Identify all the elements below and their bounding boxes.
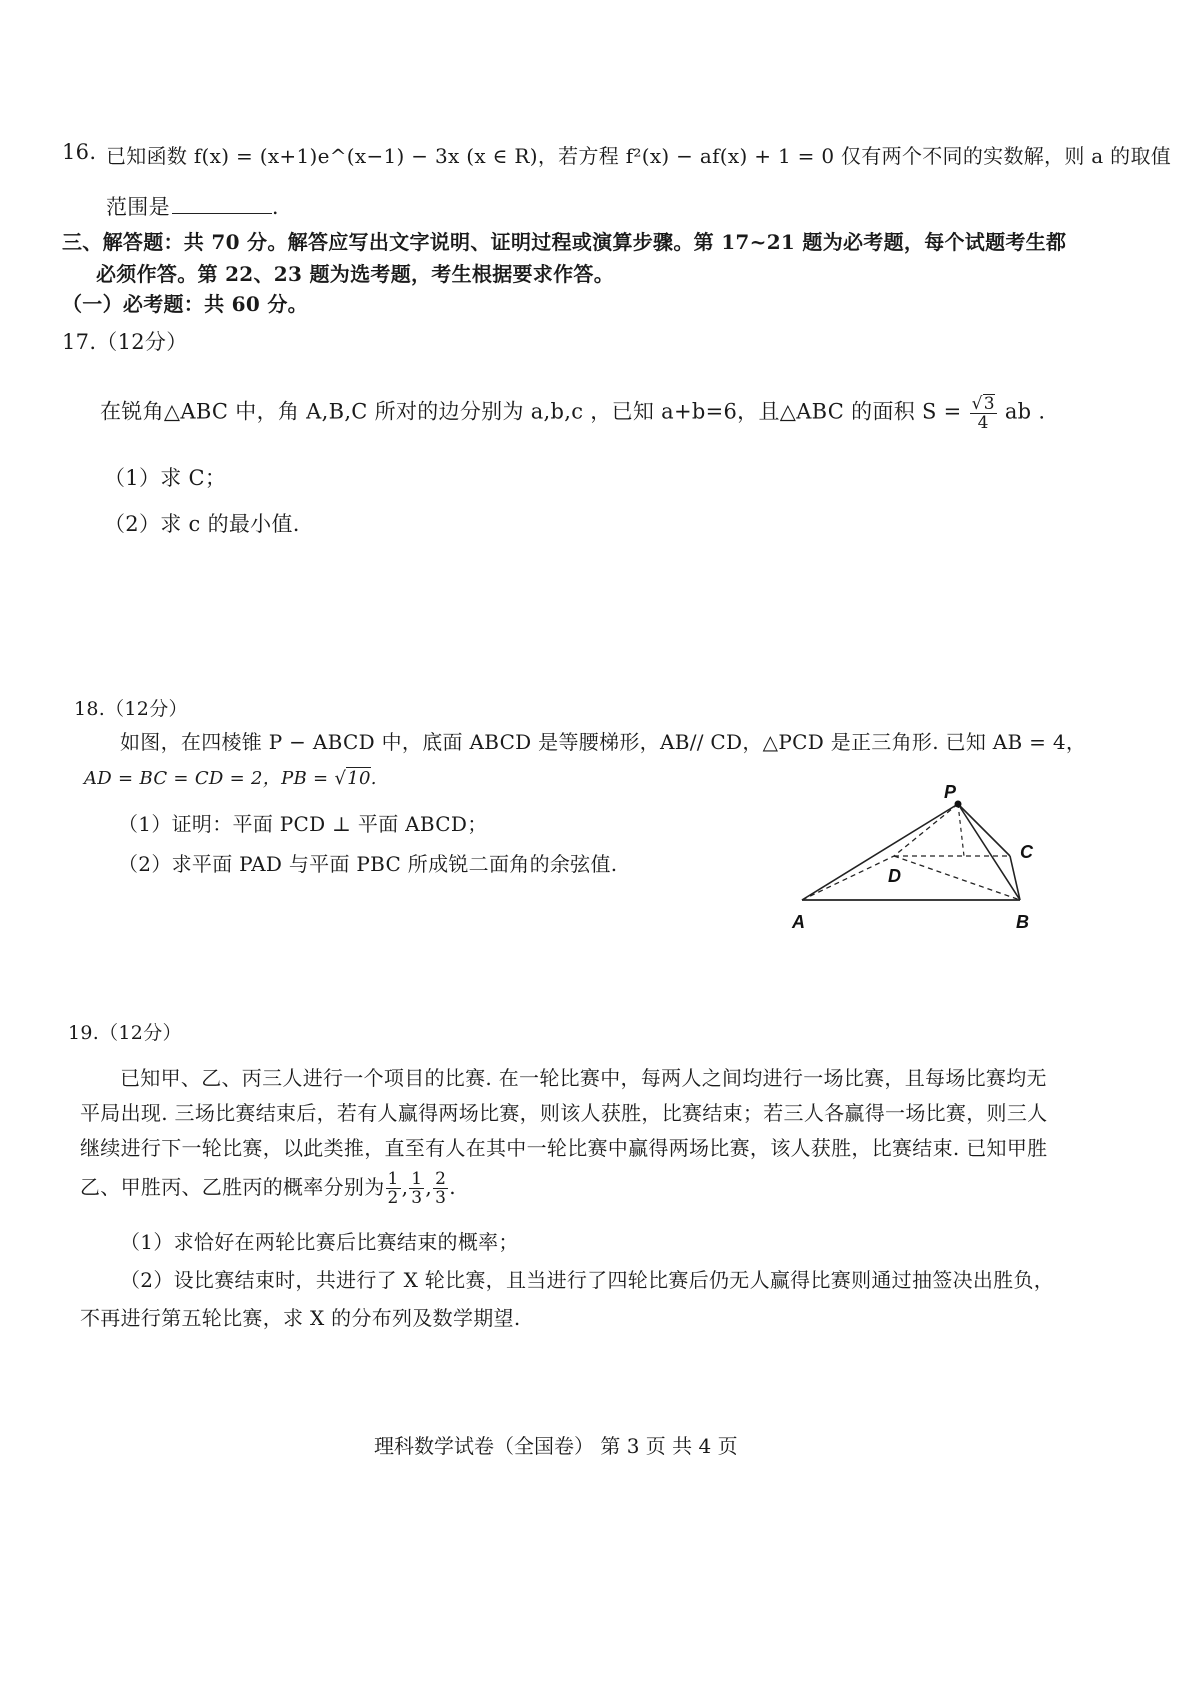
edge-DB xyxy=(894,856,1020,900)
q18-sqrt: 10 xyxy=(347,768,371,789)
q19-line1: 已知甲、乙、丙三人进行一个项目的比赛. 在一轮比赛中，每两人之间均进行一场比赛，且每场比赛均无 xyxy=(120,1066,1047,1090)
q16-answer-blank xyxy=(172,195,272,214)
q18-line2-a: AD = BC = CD = 2，PB = xyxy=(84,768,329,789)
edge-PD xyxy=(894,804,958,856)
q19-line3: 继续进行下一轮比赛，以此类推，直至有人在其中一轮比赛中赢得两场比赛，该人获胜，比赛结束. 已知甲胜 xyxy=(80,1136,1048,1160)
q19-line4-b: . xyxy=(449,1175,456,1199)
q16-range-prefix: 范围是 xyxy=(106,195,170,219)
label-C: C xyxy=(1020,842,1033,862)
q19-line2: 平局出现. 三场比赛结束后，若有人赢得两场比赛，则该人获胜，比赛结束；若三人各赢得一场比赛，则三人 xyxy=(80,1101,1048,1125)
pyramid-figure xyxy=(780,768,1070,948)
q17-stem-a: 在锐角△ABC 中，角 A,B,C 所对的边分别为 a,b,c ，已知 a+b=6，且△ABC 的面积 S = xyxy=(100,399,962,424)
prob-frac-2 xyxy=(409,1170,424,1207)
q18-header: 18.（12分） xyxy=(74,698,188,720)
q17-area-fraction: $\frac{√3}{4}$ xyxy=(971,394,995,433)
q17-header: 17.（12分） xyxy=(62,330,188,354)
q17-part1: （1）求 C； xyxy=(104,466,227,490)
prob-frac-2-num: 1 xyxy=(411,1169,423,1189)
q17-stem-b: ab . xyxy=(1004,399,1046,424)
label-P: P xyxy=(944,782,957,802)
q16-number: 16. xyxy=(62,140,97,164)
edge-AD xyxy=(802,856,894,900)
label-B: B xyxy=(1016,912,1029,932)
section3-line2: 必须作答。第 22、23 题为选考题，考生根据要求作答。 xyxy=(96,262,614,286)
q18-line2-b: . xyxy=(370,768,377,789)
q19-header: 19.（12分） xyxy=(68,1022,182,1044)
prob-frac-2-den: 3 xyxy=(411,1188,423,1208)
edge-PB xyxy=(958,804,1020,900)
q17-stem xyxy=(100,394,1045,432)
q17-part2: （2）求 c 的最小值. xyxy=(104,512,300,536)
q18-stem-line2: AD = BC = CD = 2，PB = √10. xyxy=(84,768,377,789)
prob-frac-3-den: 3 xyxy=(435,1188,447,1208)
q19-part2-b: 不再进行第五轮比赛，求 X 的分布列及数学期望. xyxy=(80,1306,521,1330)
prob-frac-1 xyxy=(386,1170,401,1207)
edge-PA xyxy=(802,804,958,900)
q16-range-suffix: . xyxy=(271,195,279,219)
q19-part2-a: （2）设比赛结束时，共进行了 X 轮比赛，且当进行了四轮比赛后仍无人赢得比赛则通过抽签决出胜负， xyxy=(120,1268,1055,1292)
q17-frac-num: 3 xyxy=(983,394,995,414)
section3-line1: 三、解答题：共 70 分。解答应写出文字说明、证明过程或演算步骤。第 17~21 题为必考题，每个试题考生都 xyxy=(62,230,1067,254)
section3-sub: （一）必考题：共 60 分。 xyxy=(62,292,308,316)
label-D: D xyxy=(888,866,901,886)
q18-stem-line1: 如图，在四棱锥 P − ABCD 中，底面 ABCD 是等腰梯形，AB// CD，△PCD 是正三角形. 已知 AB = 4， xyxy=(120,730,1087,754)
q16-range xyxy=(106,191,279,221)
prob-frac-3 xyxy=(433,1170,448,1207)
prob-frac-1-num: 1 xyxy=(387,1169,399,1189)
q18-part2: （2）求平面 PAD 与平面 PBC 所成锐二面角的余弦值. xyxy=(118,852,618,876)
q19-line4-a: 乙、甲胜丙、乙胜丙的概率分别为 xyxy=(80,1175,385,1199)
q19-line4: 乙、甲胜丙、乙胜丙的概率分别为 $\frac{1}{2}$ , $\frac{1}{3}$ , $\frac{2}{3}$ . xyxy=(80,1169,456,1208)
q17-frac-den: 4 xyxy=(977,413,989,433)
q19-part1: （1）求恰好在两轮比赛后比赛结束的概率； xyxy=(120,1230,519,1254)
q18-part1: （1）证明：平面 PCD ⊥ 平面 ABCD； xyxy=(118,812,488,836)
label-A: A xyxy=(792,912,805,932)
q16-stem: 已知函数 f(x) = (x+1)e^(x−1) − 3x (x ∈ R)，若方程 f²(x) − af(x) + 1 = 0 仅有两个不同的实数解，则 a 的取值 xyxy=(106,144,1172,168)
edge-PC xyxy=(958,804,1010,856)
page-footer: 理科数学试卷（全国卷） 第 3 页 共 4 页 xyxy=(374,1434,738,1458)
prob-frac-3-num: 2 xyxy=(435,1169,447,1189)
prob-frac-1-den: 2 xyxy=(387,1188,399,1208)
